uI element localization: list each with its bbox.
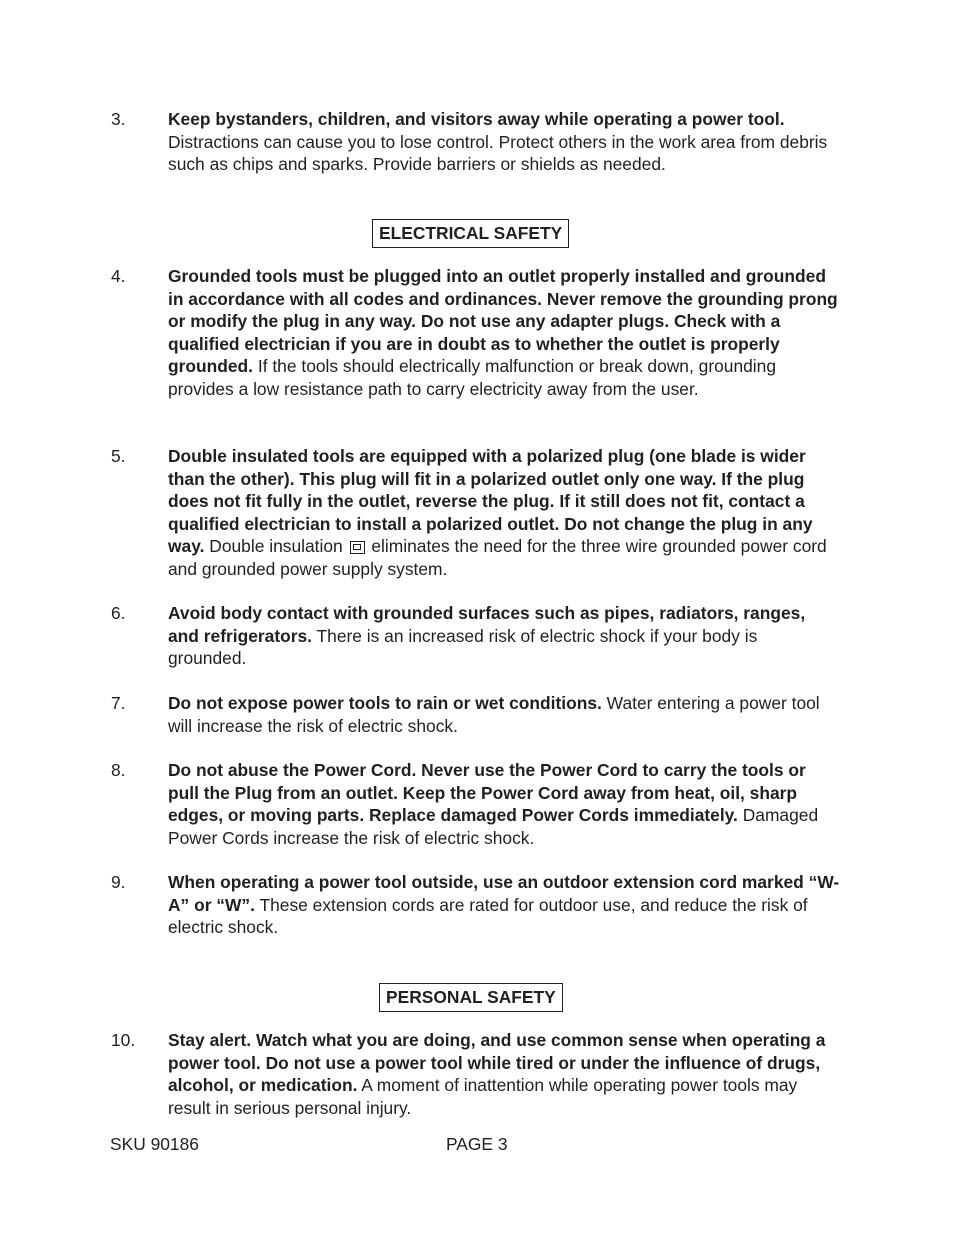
item-bold-text: When operating a power tool outside, use an outdoor extension cord marked “W-A” or “W”. xyxy=(168,872,840,915)
item-number: 5. xyxy=(111,446,126,466)
item-bold-text: Keep bystanders, children, and visitors away while operating a power tool. xyxy=(168,109,785,129)
item-number: 3. xyxy=(111,109,126,129)
item-text: There is an increased risk of electric shock if your body is grounded. xyxy=(168,625,758,668)
item-number: 9. xyxy=(111,872,126,892)
section-heading-personal-safety: PERSONAL SAFETY xyxy=(379,983,563,1012)
double-insulation-icon xyxy=(350,541,365,554)
item-body xyxy=(168,445,840,580)
item-bold-text: Grounded tools must be plugged into an outlet properly installed and grounded in accordance with all codes and ordinances. Never remove the grounding prong or modify the plug in any way. Do not use any adapter plugs. Check with a qualified electrician if you are in doubt as to whether the outlet is properly grounded. xyxy=(168,266,838,376)
item-body xyxy=(168,692,840,737)
item-body xyxy=(168,602,840,670)
item-body xyxy=(168,759,840,849)
item-body xyxy=(168,871,840,939)
item-number: 4. xyxy=(111,266,126,286)
item-body xyxy=(168,265,840,400)
item-text: Damaged Power Cords increase the risk of electric shock. xyxy=(168,805,819,848)
item-number: 6. xyxy=(111,603,126,623)
item-text: Distractions can cause you to lose control. Protect others in the work area from debris such as chips and sparks. Provide barriers or shields as needed. xyxy=(168,131,828,174)
item-bold-text: Avoid body contact with grounded surfaces such as pipes, radiators, ranges, and refrigerators. xyxy=(168,603,806,646)
item-number: 10. xyxy=(111,1030,136,1050)
item-number: 7. xyxy=(111,693,126,713)
item-text-before: Double insulation xyxy=(209,536,343,556)
item-bold-text: Stay alert. Watch what you are doing, and use common sense when operating a power tool. Do not use a power tool while tired or under the influence of drugs, alcohol, or medication. xyxy=(168,1030,826,1095)
item-bold-text: Do not abuse the Power Cord. Never use the Power Cord to carry the tools or pull the Plug from an outlet. Keep the Power Cord away from heat, oil, sharp edges, or moving parts. Replace damaged Power Cords immediately. xyxy=(168,760,806,825)
item-bold-text: Double insulated tools are equipped with a polarized plug (one blade is wider than the other). This plug will fit in a polarized outlet only one way. If the plug does not fit fully in the outlet, reverse the plug. If it still does not fit, contact a qualified electrician to install a polarized outlet. Do not change the plug in any way. xyxy=(168,446,813,556)
item-body xyxy=(168,108,840,176)
item-body xyxy=(168,1029,840,1119)
section-heading-electrical-safety: ELECTRICAL SAFETY xyxy=(372,219,569,248)
item-bold-text: Do not expose power tools to rain or wet conditions. xyxy=(168,693,602,713)
footer-page-number: PAGE 3 xyxy=(446,1134,508,1154)
item-text: These extension cords are rated for outdoor use, and reduce the risk of electric shock. xyxy=(168,894,808,937)
item-text-after: eliminates the need for the three wire grounded power cord and grounded power supply system. xyxy=(168,536,827,579)
item-text: Water entering a power tool will increase the risk of electric shock. xyxy=(168,693,820,736)
footer-sku: SKU 90186 xyxy=(110,1134,199,1154)
item-text: If the tools should electrically malfunction or break down, grounding provides a low resistance path to carry electricity away from the user. xyxy=(168,356,777,399)
item-number: 8. xyxy=(111,760,126,780)
item-text: A moment of inattention while operating power tools may result in serious personal injury. xyxy=(168,1075,798,1118)
